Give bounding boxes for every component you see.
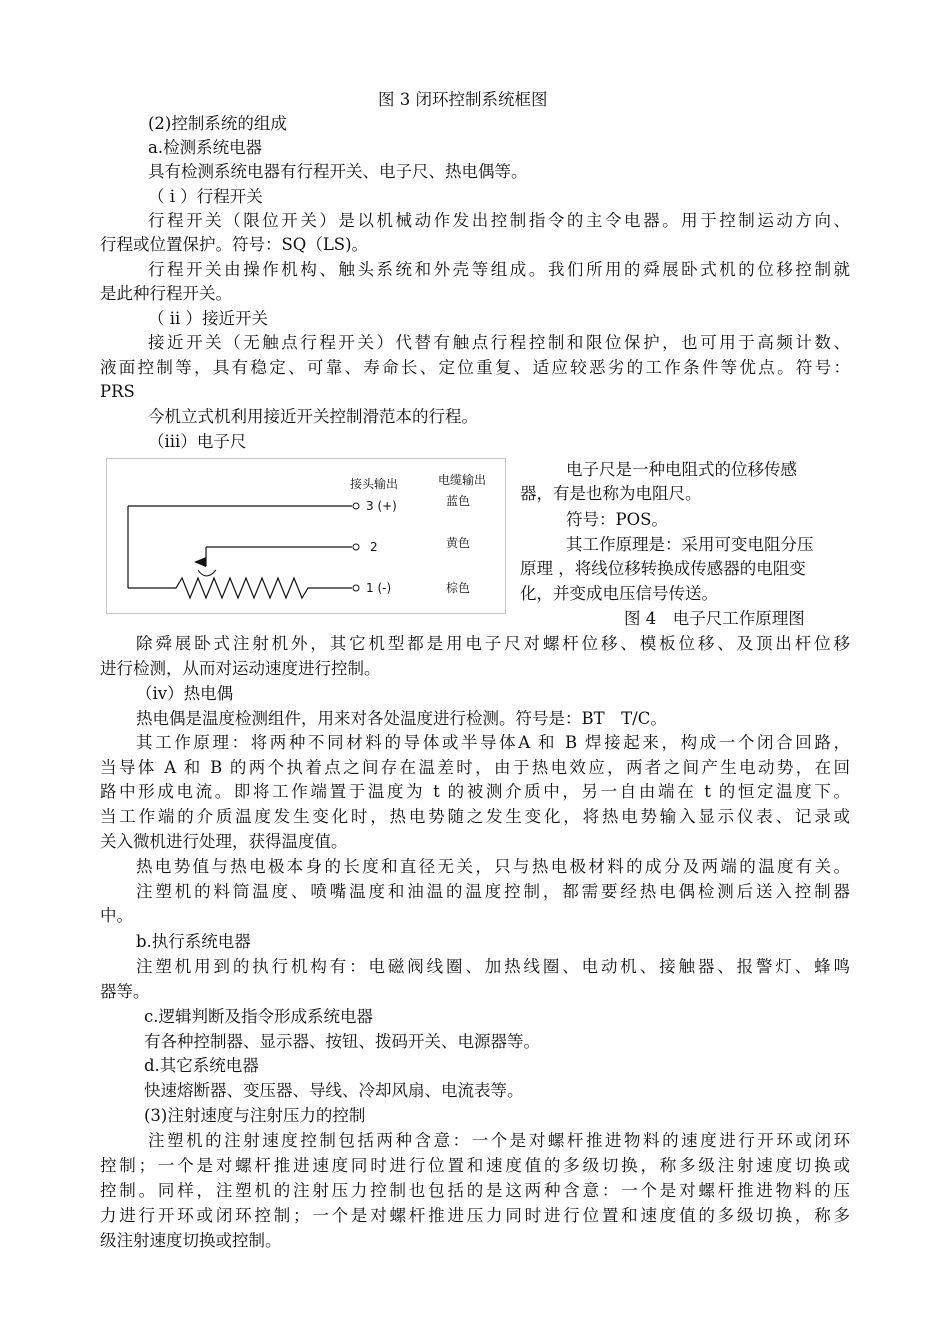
color2-label: 黄色 <box>446 536 471 550</box>
wiper-arc <box>198 570 216 576</box>
item-iii-title: （iii）电子尺 <box>148 432 247 451</box>
subsection-c-title: c.逻辑判断及指令形成系统电器 <box>144 1007 373 1026</box>
color1-label: 棕色 <box>446 581 471 595</box>
figure-4-caption: 图 4 电子尺工作原理图 <box>624 609 805 628</box>
section-3-para-line3: 控制。同样，注塑机的注射压力控制也包括的是这两种含意：一个是对螺杆推进物料的压 <box>100 1181 850 1200</box>
item-i-para1-line1: 行程开关（限位开关）是以机械动作发出控制指令的主令电器。用于控制运动方向、 <box>148 211 850 230</box>
item-ii-para1-line2: 液面控制等，具有稳定、可靠、寿命长、定位重复、适应较恶劣的工作条件等优点。符号： <box>100 358 850 377</box>
item-iv-para2-line3: 路中形成电流。即将工作端置于温度为 t 的被测介质中，另一自由端在 t 的恒定温度下。 <box>100 782 850 801</box>
subsection-b-title: b.执行系统电器 <box>136 932 251 951</box>
item-iv-para3: 热电势值与热电极本身的长度和直径无关，只与热电极材料的成分及两端的温度有关。 <box>136 857 850 876</box>
section-3-para-line5: 级注射速度切换或控制。 <box>100 1231 282 1250</box>
ruler-principle-line2: 原理 ，将线位移转换成传感器的电阻变 <box>520 559 806 578</box>
figure-3-caption: 图 3 闭环控制系统框图 <box>378 90 548 109</box>
item-iv-para4-line1: 注塑机的料筒温度、喷嘴温度和油温的温度控制，都需要经热电偶检测后送入控制器 <box>136 882 850 901</box>
ruler-symbol: 符号：POS。 <box>566 510 668 529</box>
ruler-desc-line1: 电子尺是一种电阻式的位移传感 <box>566 460 797 479</box>
section-3-para-line2: 控制；一个是对螺杆推进速度同时进行位置和速度值的多级切换，称多级注射速度切换或 <box>100 1156 850 1175</box>
subsection-d-para: 快速熔断器、变压器、导线、冷却风扇、电流表等。 <box>144 1081 524 1100</box>
pin2-terminal <box>353 544 359 550</box>
item-i-para1-line2: 行程或位置保护。符号：SQ（LS)。 <box>100 235 369 254</box>
item-i-para2-line1: 行程开关由操作机构、触头系统和外壳等组成。我们所用的舜展卧式机的位移控制就 <box>148 260 850 279</box>
subsection-a-intro: 具有检测系统电器有行程开关、电子尺、热电偶等。 <box>148 162 528 181</box>
item-i-title: （ i ）行程开关 <box>148 187 263 206</box>
item-iv-para4-line2: 中。 <box>100 906 133 925</box>
item-iii-para2-line1: 除舜展卧式注射机外，其它机型都是用电子尺对螺杆位移、模板位移、及顶出杆位移 <box>136 634 850 653</box>
item-ii-title: （ ii ）接近开关 <box>148 309 269 328</box>
item-ii-para2: 今机立式机利用接近开关控制滑范本的行程。 <box>148 407 478 426</box>
item-iv-title: （iv）热电偶 <box>136 684 234 703</box>
section-2-title: (2)控制系统的组成 <box>148 114 287 133</box>
ruler-principle-line1: 其工作原理是：采用可变电阻分压 <box>566 535 814 554</box>
color3-label: 蓝色 <box>446 494 471 508</box>
subsection-d-title: d.其它系统电器 <box>144 1056 259 1075</box>
subsection-a-title: a.检测系统电器 <box>148 138 263 157</box>
pin2-label: 2 <box>370 540 378 554</box>
resistor <box>128 578 352 598</box>
pin1-label: 1 (-) <box>366 581 392 595</box>
electronic-ruler-diagram <box>106 458 506 614</box>
pin3-label: 3 (+) <box>366 499 397 513</box>
section-3-para-line4: 力进行开环或闭环控制；一个是对螺杆推进压力同时进行位置和速度值的多级切换，称多 <box>100 1206 850 1225</box>
item-iv-para2-line4: 当工作端的介质温度发生变化时，热电势随之发生变化，将热电势输入显示仪表、记录或 <box>100 807 850 826</box>
section-3-title: (3)注射速度与注射压力的控制 <box>144 1106 366 1125</box>
item-iv-para2-line2: 当导体 A 和 B 的两个执着点之间存在温差时，由于热电效应，两者之间产生电动势，在回 <box>100 758 850 777</box>
pin1-terminal <box>353 585 359 591</box>
subsection-c-para: 有各种控制器、显示器、按钮、拨码开关、电源器等。 <box>144 1032 540 1051</box>
item-iv-para2-line5: 关入微机进行处理，获得温度值。 <box>100 832 348 851</box>
diagram-header-connector: 接头输出 <box>350 477 399 491</box>
ruler-desc-line2: 器，有是也称为电阻尺。 <box>520 484 702 503</box>
item-ii-para1-line1: 接近开关（无触点行程开关）代替有触点行程控制和限位保护，也可用于高频计数、 <box>148 333 850 352</box>
item-iii-para2-line2: 进行检测，从而对运动速度进行控制。 <box>100 659 381 678</box>
wiper-arrow <box>194 557 206 567</box>
diagram-header-cable: 电缆输出 <box>438 473 487 487</box>
item-iv-para2-line1: 其工作原理：将两种不同材料的导体或半导体A 和 B 焊接起来，构成一个闭合回路， <box>136 733 850 752</box>
ruler-principle-line3: 化，并变成电压信号传送。 <box>520 584 718 603</box>
item-i-para2-line2: 是此种行程开关。 <box>100 284 232 303</box>
pin3-terminal <box>353 503 359 509</box>
subsection-b-para-line1: 注塑机用到的执行机构有：电磁阀线圈、加热线圈、电动机、接触器、报警灯、蜂鸣 <box>136 957 850 976</box>
item-ii-para1-line3: PRS <box>100 382 135 401</box>
section-3-para-line1: 注塑机的注射速度控制包括两种含意：一个是对螺杆推进物料的速度进行开环或闭环 <box>148 1131 850 1150</box>
subsection-b-para-line2: 器等。 <box>100 982 150 1001</box>
item-iv-para1: 热电偶是温度检测组件，用来对各处温度进行检测。符号是：BT T/C。 <box>136 709 667 728</box>
